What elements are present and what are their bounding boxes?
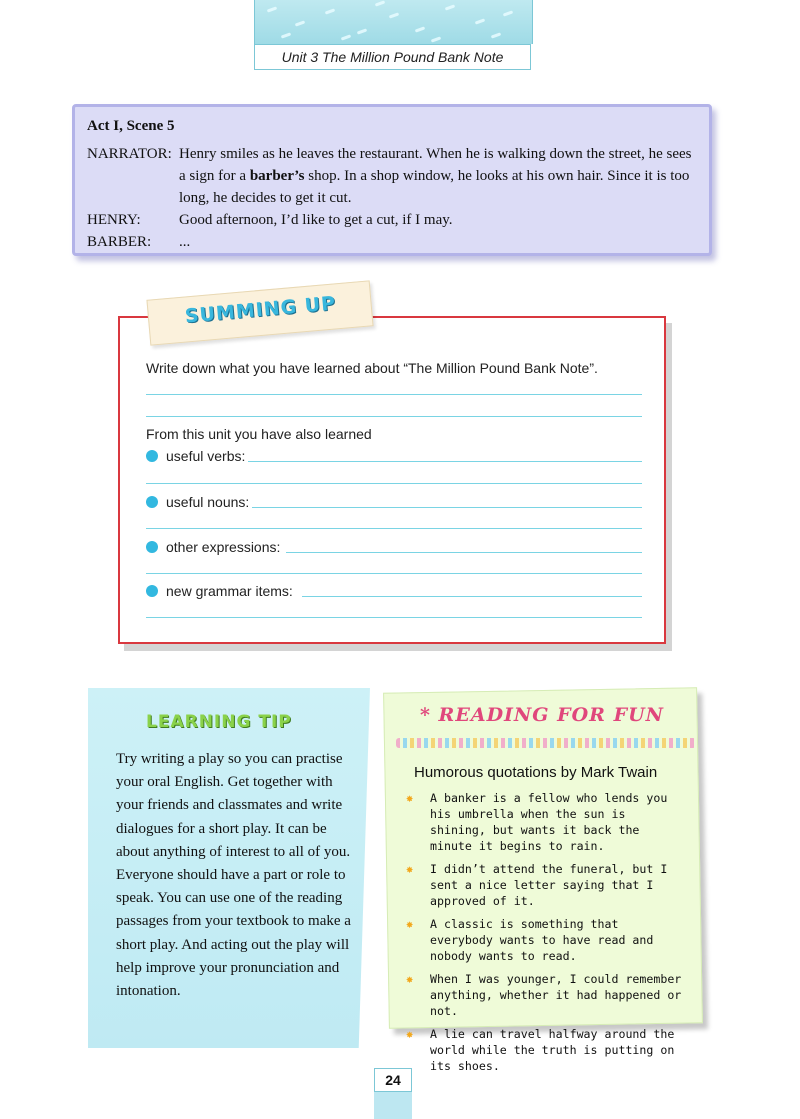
summing-prompt: Write down what you have learned about “The Million Pound Bank Note”.	[146, 360, 598, 376]
summing-up-title: SUMMING UP	[184, 292, 337, 328]
dialogue-line-narrator	[87, 143, 697, 209]
quote-item: ✸ A banker is a fellow who lends you his umbrella when the sun is shining, but wants it back the minute it begins to rain.	[406, 791, 668, 853]
speaker-label: BARBER:	[87, 234, 152, 250]
item-label: new grammar items:	[166, 583, 293, 599]
quote-item: ✸ A lie can travel halfway around the world while the truth is putting on its shoes.	[406, 1027, 675, 1073]
answer-line[interactable]	[146, 483, 642, 484]
dialogue-text: Henry smiles as he leaves the restaurant. When he is walking down the street, he sees a sign for a barber’s shop. In a shop window, he looks at his own hair. Since it is too long, he decides to get it cut.	[179, 146, 692, 206]
dialogue-text: ...	[179, 234, 191, 250]
list-item	[146, 494, 249, 510]
quotes-subtitle: Humorous quotations by Mark Twain	[414, 764, 658, 781]
quote-item: ✸ A classic is something that everybody wants to have read and nobody wants to read.	[406, 917, 654, 963]
learning-tip-body: Try writing a play so you can practise your oral English. Get together with your friends and classmates and write dialogues for a short play. It can be about anything of interest to all of you. Everyone should have a part or role to speak. You can use one of the reading passages from your textbook to make a short play. And acting out the play will help improve your pronunciation and intonation.	[116, 751, 351, 1000]
list-item	[146, 539, 280, 555]
bullet-icon	[146, 541, 158, 553]
answer-line[interactable]	[248, 461, 642, 462]
item-label: useful nouns:	[166, 494, 250, 510]
confetti-divider	[396, 738, 696, 748]
answer-line[interactable]	[146, 416, 642, 417]
star-icon: ✸	[406, 862, 414, 876]
list-item	[146, 583, 293, 599]
reading-for-fun-title: * READING FOR FUN	[420, 704, 665, 726]
answer-line[interactable]	[252, 507, 642, 508]
star-icon: ✸	[406, 791, 414, 805]
bullet-icon	[146, 450, 158, 462]
bullet-icon	[146, 585, 158, 597]
unit-title: Unit 3 The Million Pound Bank Note	[254, 44, 531, 70]
item-label: other expressions:	[166, 539, 281, 555]
learning-tip-title: LEARNING TIP	[146, 712, 292, 732]
answer-line[interactable]	[146, 573, 642, 574]
answer-line[interactable]	[146, 617, 642, 618]
dialogue-text: Good afternoon, I’d like to get a cut, if I may.	[179, 212, 453, 228]
answer-line[interactable]	[146, 394, 642, 395]
star-icon: ✸	[406, 1027, 414, 1041]
list-item	[146, 448, 245, 464]
speaker-label: NARRATOR:	[87, 146, 172, 162]
quote-item: ✸ I didn’t attend the funeral, but I sent a nice letter saying that I approved of it.	[406, 862, 668, 908]
act-scene-box	[72, 104, 712, 256]
answer-line[interactable]	[302, 596, 642, 597]
answer-line[interactable]	[146, 528, 642, 529]
bullet-icon	[146, 496, 158, 508]
answer-line[interactable]	[286, 552, 642, 553]
dialogue-line-henry	[87, 209, 697, 231]
star-icon: ✸	[406, 917, 414, 931]
speaker-label: HENRY:	[87, 212, 141, 228]
quote-item: ✸ When I was younger, I could remember anything, whether it had happened or not.	[406, 972, 682, 1018]
dialogue-line-barber	[87, 231, 697, 253]
header-decor-band	[254, 0, 533, 44]
summing-up-box	[118, 316, 666, 644]
page-number: 24	[374, 1068, 412, 1092]
also-learned-label: From this unit you have also learned	[146, 426, 372, 442]
star-icon: ✸	[406, 972, 414, 986]
act-heading: Act I, Scene 5	[87, 118, 175, 134]
item-label: useful verbs:	[166, 448, 246, 464]
quotes-list	[406, 790, 688, 1081]
